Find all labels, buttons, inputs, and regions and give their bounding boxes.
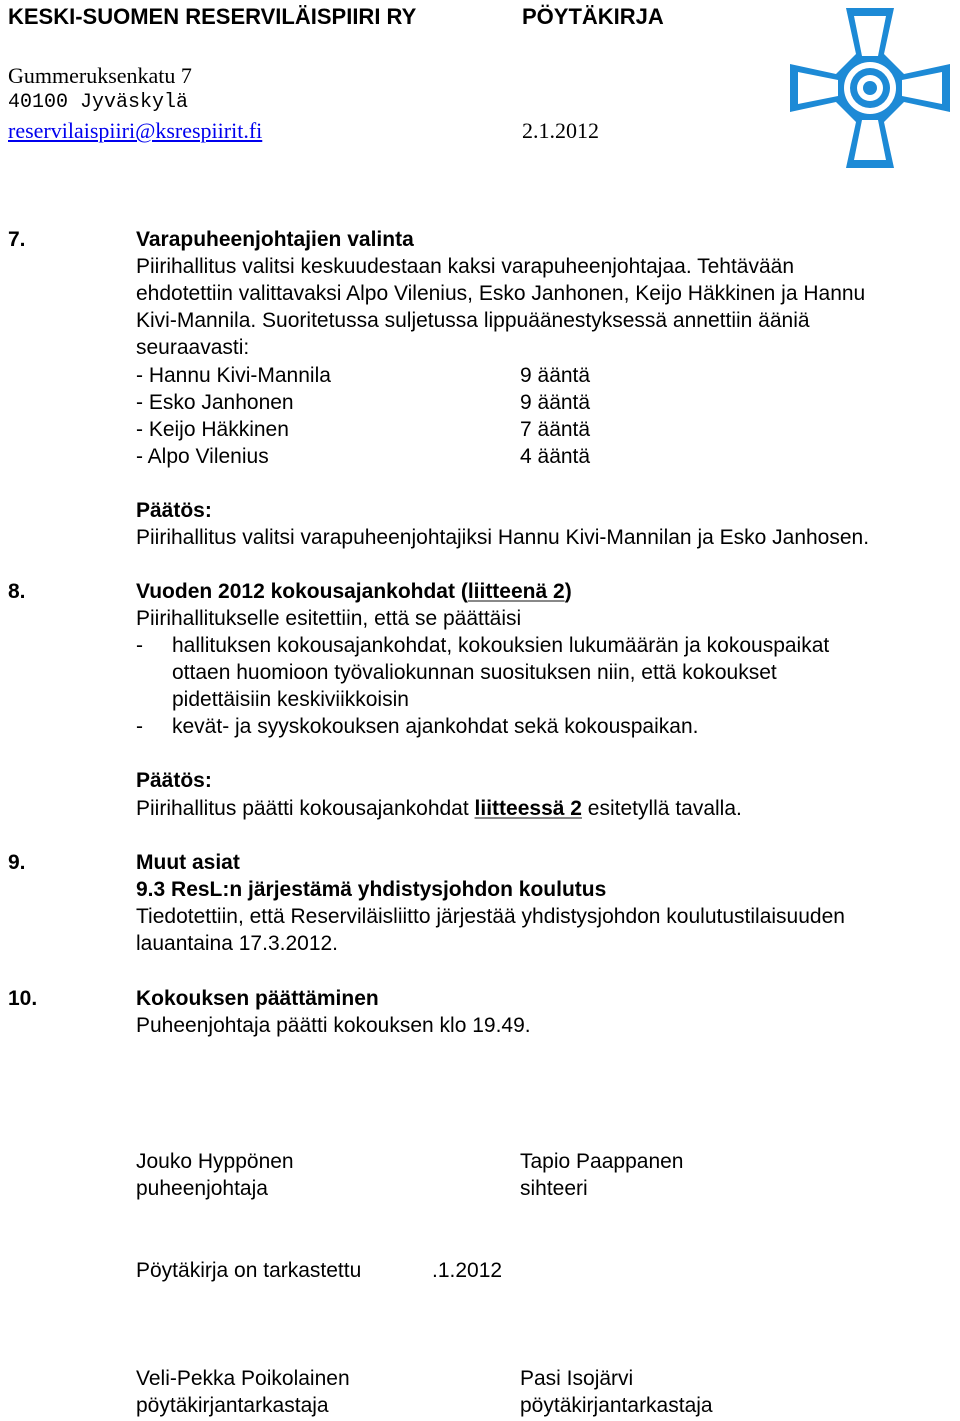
document-date: 2.1.2012: [522, 118, 599, 143]
section-9-title: Muut asiat: [136, 851, 240, 874]
section-7-line: Piirihallitus valitsi keskuudestaan kaksi varapuheenjohtajaa. Tehtävään: [136, 255, 795, 278]
vote-count: 9 ääntä: [520, 391, 591, 414]
checker-2-name: Pasi Isojärvi: [520, 1367, 634, 1390]
vote-name: - Esko Janhonen: [136, 391, 294, 414]
vote-name: - Keijo Häkkinen: [136, 418, 289, 441]
vote-row: [136, 443, 269, 470]
secretary-name: Tapio Paappanen: [520, 1150, 684, 1173]
vote-name: - Alpo Vilenius: [136, 445, 269, 468]
vote-count: 4 ääntä: [520, 445, 591, 468]
section-7-line: seuraavasti:: [136, 336, 250, 359]
bullet-dash: -: [136, 715, 143, 738]
section-7-line: Kivi-Mannila. Suoritetussa suljetussa lippuäänestyksessä annettiin ääniä: [136, 309, 810, 332]
section-8-decision: Piirihallitus päätti kokousajankohdat liitteessä 2 esitetyllä tavalla.: [136, 797, 742, 820]
chair-role: puheenjohtaja: [136, 1177, 268, 1200]
section-8-decision-label: Päätös:: [136, 769, 212, 792]
bullet-2: kevät- ja syyskokouksen ajankohdat sekä kokouspaikan.: [172, 715, 699, 738]
secretary-role: sihteeri: [520, 1177, 588, 1200]
checker-1-role: pöytäkirjantarkastaja: [136, 1394, 329, 1417]
checker-2-role: pöytäkirjantarkastaja: [520, 1394, 713, 1417]
vote-count: 7 ääntä: [520, 418, 591, 441]
section-9-subtitle: 9.3 ResL:n järjestämä yhdistysjohdon koulutus: [136, 878, 607, 901]
checked-date: .1.2012: [432, 1259, 503, 1282]
section-9-line: lauantaina 17.3.2012.: [136, 932, 339, 955]
reservist-cross-logo: [786, 4, 954, 172]
street-address: Gummeruksenkatu 7: [8, 63, 192, 88]
section-10-number: 10.: [8, 987, 38, 1010]
chair-name: Jouko Hyppönen: [136, 1150, 294, 1173]
section-8-title: Vuoden 2012 kokousajankohdat (liitteenä 2): [136, 580, 572, 603]
email-link[interactable]: reservilaispiiri@ksrespiirit.fi: [8, 118, 263, 143]
attachment-link[interactable]: liitteessä 2: [474, 797, 582, 820]
org-name: KESKI-SUOMEN RESERVILÄISPIIRI RY: [8, 4, 417, 29]
city-address: 40100 Jyväskylä: [8, 91, 189, 114]
section-7-decision: Piirihallitus valitsi varapuheenjohtajiksi Hannu Kivi-Mannilan ja Esko Janhosen.: [136, 526, 870, 549]
doc-type: PÖYTÄKIRJA: [522, 4, 664, 29]
section-7-title: Varapuheenjohtajien valinta: [136, 228, 414, 251]
vote-row: [136, 389, 294, 416]
checked-label: Pöytäkirja on tarkastettu: [136, 1259, 362, 1282]
section-7-decision-label: Päätös:: [136, 499, 212, 522]
vote-name: - Hannu Kivi-Mannila: [136, 364, 331, 387]
bullet-dash: -: [136, 634, 143, 657]
section-8-number: 8.: [8, 580, 26, 603]
section-10-text: Puheenjohtaja päätti kokouksen klo 19.49.: [136, 1014, 531, 1037]
section-10-title: Kokouksen päättäminen: [136, 987, 379, 1010]
vote-row: [136, 362, 331, 389]
section-8-intro: Piirihallitukselle esitettiin, että se päättäisi: [136, 607, 522, 630]
bullet-1-line: pidettäisiin keskiviikkoisin: [172, 688, 409, 711]
checker-1-name: Veli-Pekka Poikolainen: [136, 1367, 350, 1390]
section-7-line: ehdotettiin valittavaksi Alpo Vilenius, Esko Janhonen, Keijo Häkkinen ja Hannu: [136, 282, 866, 305]
section-9-line: Tiedotettiin, että Reserviläisliitto järjestää yhdistysjohdon koulutustilaisuuden: [136, 905, 845, 928]
vote-row: [136, 416, 289, 443]
bullet-1-line: hallituksen kokousajankohdat, kokouksien lukumäärän ja kokouspaikat: [172, 634, 830, 657]
bullet-1-line: ottaen huomioon työvaliokunnan suosituksen niin, että kokoukset: [172, 661, 777, 684]
vote-count: 9 ääntä: [520, 364, 591, 387]
attachment-link[interactable]: liitteenä 2: [467, 580, 565, 603]
section-7-number: 7.: [8, 228, 26, 251]
section-9-number: 9.: [8, 851, 26, 874]
